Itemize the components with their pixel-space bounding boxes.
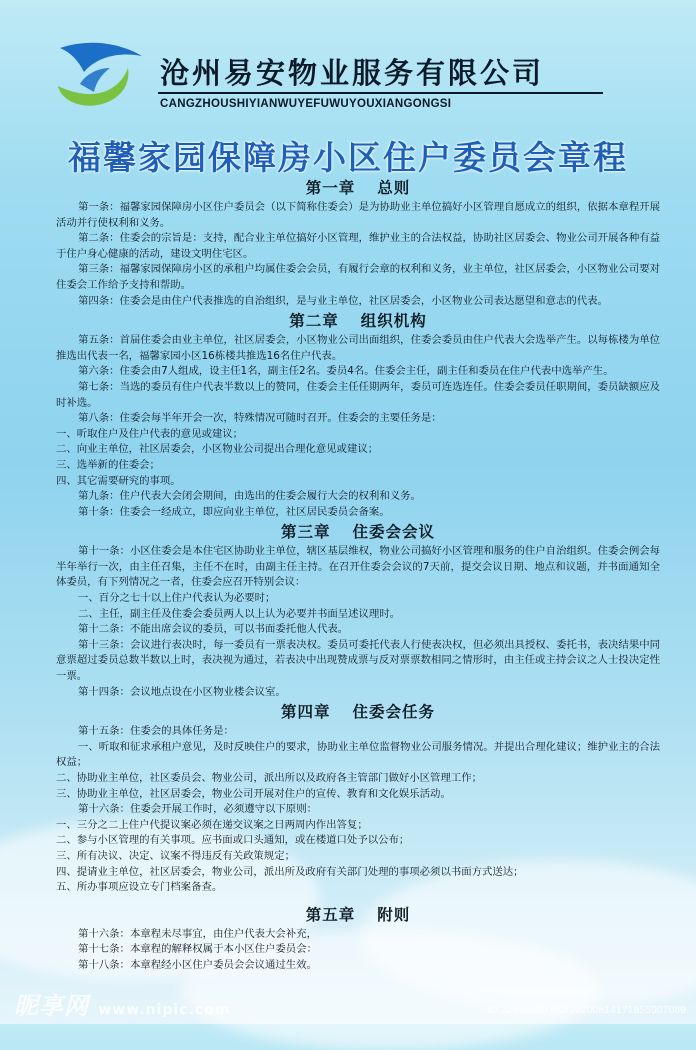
chapter-number: 第一章: [305, 178, 356, 197]
list-item: 二、协助业主单位，社区委员会、物业公司，派出所以及政府各主管部门做好小区管理工作；: [56, 772, 483, 784]
article: 第四条：住委会是由住户代表推选的自治组织，是与业主单位，社区居委会，小区物业公司表达愿望和意志的代表。: [78, 294, 608, 307]
chapter-number: 第三章: [280, 522, 331, 542]
list-item: 五、所办事项应设立专门档案备查。: [56, 881, 223, 894]
article: 第七条：当选的委员有住户代表半数以上的赞同，住委会主任任期两年，委员可连选连任。住委会委员任职期间，委员缺额应及时补选。: [56, 380, 660, 409]
watermark-id: ID:22496600 NO:20200814171855907089: [487, 1004, 686, 1016]
article: 第十一条：小区住委会是本住宅区协助业主单位，辖区基层维权，物业公司搞好小区管理和服务的住户自治组织。住委会例会每半年举行一次，由主任召集，主任不在时，由副主任主持。在召开住委会会议的7天前，提交会议日期、地点和议题，并书面通知全体委员，有下列情况之一者，住委会应召开特别会议：: [56, 545, 660, 589]
article: 第十四条：会议地点设在小区物业楼会议室。: [78, 685, 286, 698]
company-name-cn: 沧州易安物业服务有限公司: [160, 56, 545, 90]
article: 第一条：福馨家园保障房小区住户委员会（以下简称住委会）是为协助业主单位搞好小区管理自愿成立的组织，依据本章程开展活动并行使权利和义务。: [56, 201, 660, 229]
list-item: 四、其它需要研究的事项。: [56, 474, 181, 487]
list-item: 三、所有决议、决定、议案不得违反有关政策规定；: [56, 849, 295, 862]
chapter-heading: [56, 177, 660, 199]
list-item: 一、百分之七十以上住户代表认为必要时；: [78, 592, 276, 605]
article: 第十七条：本章程的解释权属于本小区住户委员会：: [78, 943, 317, 956]
article: 第十六条：住委会开展工作时，必须遵守以下原则：: [78, 803, 317, 816]
list-item: 二、向业主单位，社区居委会，小区物业公司提出合理化意见或建议；: [56, 443, 379, 456]
article: 第三条：福馨家园保障房小区的承租户均属住委会会员，有履行会章的权利和义务，业主单位，社区居委会，小区物业公司要对住委会工作给予支持和帮助。: [56, 263, 660, 291]
chapter-heading: [56, 904, 660, 926]
header-divider: [158, 92, 603, 94]
article: 第十六条：本章程未尽事宜，由住户代表大会补充，: [78, 927, 317, 940]
chapter-name: 住委会会议: [352, 522, 436, 542]
list-item: 三、协助业主单位，社区居委会，物业公司开展对住户的宣传、教育和文化娱乐活动。: [56, 787, 451, 800]
article: 第九条：住户代表大会闭会期间，由选出的住委会履行大会的权利和义务。: [78, 490, 421, 503]
list-item: 二、参与小区管理的有关事项。应书面或口头通知，或在楼道口处予以公布；: [56, 834, 410, 847]
chapter-heading: [56, 701, 660, 723]
chapter-number: 第二章: [289, 311, 339, 331]
watermark-url: www.nipic.com: [98, 1002, 231, 1018]
chapter-name: 附则: [377, 904, 411, 924]
chapter-heading: [56, 310, 660, 332]
article: 第十八条：本章程经小区住户委员会会议通过生效。: [78, 958, 317, 971]
chapter-name: 组织机构: [360, 311, 427, 331]
article: 第十三条：会议进行表决时，每一委员有一票表决权。委员可委托代表人行使表决权，但必须出具授权、委托书，表决结果中同意票超过委员总数半数以上时，表决视为通过，若表决中出现赞成票与反对票票数相同之情形时，由主任或主持会议之人士投决定性一票。: [56, 638, 660, 683]
watermark-site: [14, 986, 230, 1021]
chapter-name: 总则: [377, 178, 411, 197]
article: 第十二条：不能出席会议的委员，可以书面委托他人代表。: [78, 623, 349, 636]
chapter-number: 第四章: [280, 702, 331, 722]
article: 第二条：住委会的宗旨是：支持，配合业主单位搞好小区管理，维护业主的合法权益，协助社区居委会、物业公司开展各种有益于住户身心健康的活动，建设文明住宅区。: [56, 232, 660, 260]
watermark-site-name: 昵享网: [14, 992, 89, 1020]
document-title: 福馨家园保障房小区住户委员会章程: [68, 138, 628, 177]
list-item: 一、三分之二上住户代提议案必须在递交议案之日两周内作出答复；: [56, 818, 368, 831]
company-name-en: CANGZHOUSHIYIANWUYEFUWUYOUXIANGONGSI: [160, 98, 452, 110]
article: 第十条：住委会一经成立，即应向业主单位，社区居民委员会备案。: [78, 505, 390, 518]
chapter-number: 第五章: [305, 904, 356, 924]
list-item: 一、听取和征求承租户意见，及时反映住户的要求，协助业主单位监督物业公司服务情况。并提出合理化建议；维护业主的合法权益；: [56, 740, 660, 769]
charter-body: [56, 176, 660, 974]
company-logo-icon: [50, 38, 145, 113]
list-item: 二、主任，副主任及住委会委员两人以上认为必要并书面呈述议理时。: [78, 607, 401, 620]
article: 第十五条：住委会的具体任务是：: [78, 725, 234, 738]
company-header: [50, 38, 610, 113]
article: 第五条：首届住委会由业主单位，社区居委会，小区物业公司出面组织，住委会委员由住户代表大会选举产生。以每栋楼为单位推选出代表一名，福馨家园小区16栋楼共推选16名住户代表。: [56, 334, 660, 362]
list-item: 三、选举新的住委会；: [56, 458, 160, 471]
chapter-heading: [56, 521, 660, 543]
chapter-name: 住委会任务: [352, 702, 436, 722]
list-item: 四、提请业主单位，社区居委会，物业公司，派出所及政府有关部门处理的事项必须以书面方式送达；: [56, 865, 524, 878]
list-item: 一、听取住户及住户代表的意见或建议；: [56, 427, 244, 440]
article: 第八条：住委会每半年开会一次，特殊情况可随时召开。住委会的主要任务是：: [78, 412, 442, 425]
article: 第六条：住委会由7人组成，设主任1名，副主任2名。委员4名。住委会主任，副主任和委员在住户代表中选举产生。: [78, 365, 614, 378]
